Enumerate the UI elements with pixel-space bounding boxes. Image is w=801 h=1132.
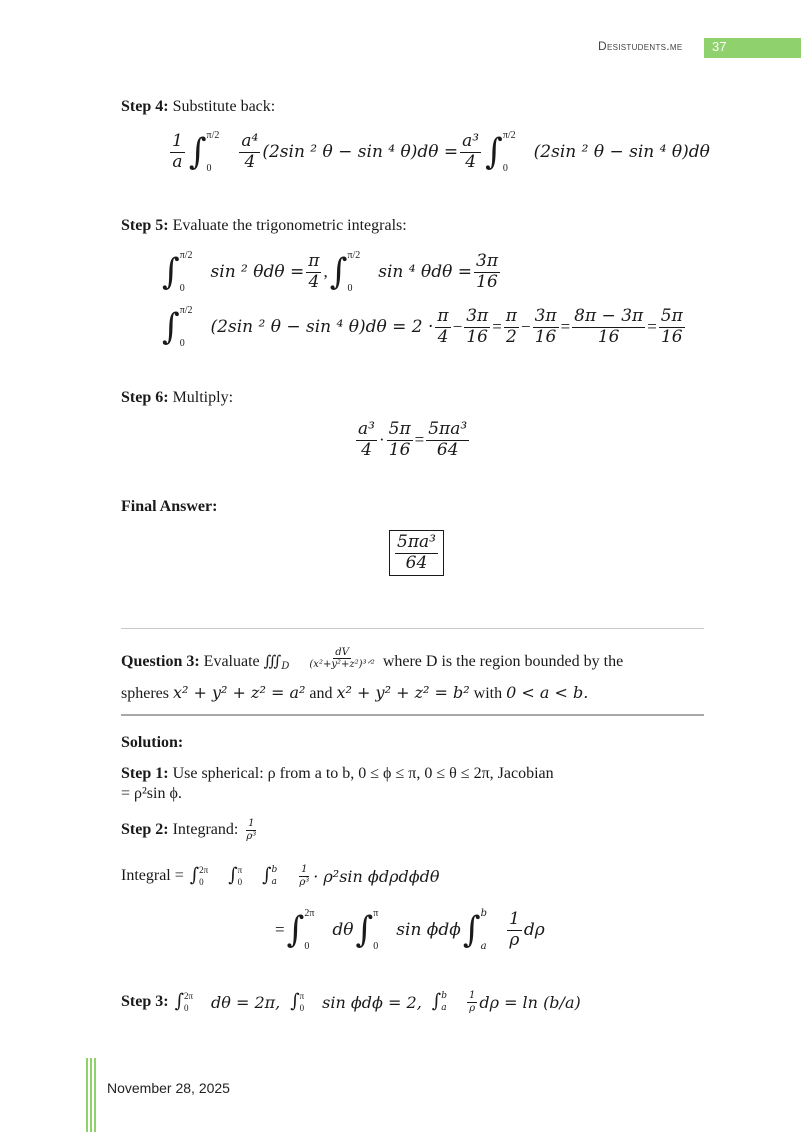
lower-limit: 0 bbox=[502, 163, 508, 174]
denominator: 16 bbox=[476, 271, 498, 292]
step4-heading bbox=[121, 98, 275, 116]
step-label: Step 6: bbox=[121, 389, 169, 406]
fraction bbox=[474, 252, 500, 292]
lower-limit: 0 bbox=[179, 283, 185, 294]
step4-equation bbox=[168, 130, 710, 174]
lower-limit: 0 bbox=[299, 1003, 305, 1013]
integral-sign: ∫ b a bbox=[431, 990, 447, 1013]
step-text: Evaluate the trigonometric integrals: bbox=[168, 217, 407, 234]
fraction bbox=[395, 533, 438, 573]
numerator: π bbox=[505, 305, 517, 326]
upper-limit: b bbox=[480, 908, 487, 919]
lower-limit: a bbox=[271, 877, 277, 887]
denominator: ρ bbox=[509, 929, 520, 950]
upper-limit: π/2 bbox=[179, 305, 193, 316]
expression: (2sin ² θ − sin ⁴ θ)dθ = 2 · bbox=[210, 317, 434, 337]
denominator: 64 bbox=[405, 552, 428, 573]
expression: sin ϕdϕ = 2, bbox=[322, 992, 422, 1012]
step3-line bbox=[121, 990, 581, 1014]
denominator: 16 bbox=[388, 439, 411, 460]
fraction bbox=[435, 307, 450, 347]
step6-heading bbox=[121, 389, 233, 407]
expression: (2sin ² θ − sin ⁴ θ)dθ = bbox=[262, 142, 459, 162]
numerator: 3π bbox=[476, 250, 498, 271]
final-answer-box bbox=[389, 530, 444, 576]
denominator: 16 bbox=[534, 326, 557, 347]
fraction bbox=[572, 307, 645, 347]
upper-limit: π bbox=[373, 908, 379, 919]
numerator: dV bbox=[335, 646, 349, 658]
upper-limit: 2π bbox=[183, 991, 193, 1001]
step-label: Step 1: bbox=[121, 765, 169, 782]
denominator: 16 bbox=[660, 326, 683, 347]
equals: = bbox=[560, 317, 571, 336]
question3-line2 bbox=[121, 683, 588, 703]
upper-limit: 2π bbox=[304, 908, 315, 919]
lower-limit: 0 bbox=[373, 941, 379, 952]
footer-accent-bar bbox=[90, 1058, 92, 1132]
upper-limit: 2π bbox=[199, 865, 209, 875]
expression: dρ = ln (b/a) bbox=[479, 992, 581, 1012]
expression: sin ϕdϕ bbox=[396, 920, 461, 940]
numerator: a³ bbox=[462, 130, 480, 151]
denominator: 64 bbox=[436, 439, 459, 460]
minus: − bbox=[520, 317, 531, 336]
integral-sign: ∫ π/2 0 bbox=[162, 250, 193, 294]
numerator: a³ bbox=[358, 419, 375, 439]
upper-limit: π/2 bbox=[206, 130, 220, 141]
step-text: Substitute back: bbox=[168, 98, 276, 115]
denominator: (x²+y²+z²)³ᐟ² bbox=[309, 659, 375, 670]
question-text: with bbox=[469, 685, 507, 702]
step5-equation-2 bbox=[160, 305, 687, 349]
denominator: 2 bbox=[505, 326, 517, 347]
numerator: 5πa³ bbox=[428, 419, 468, 439]
lower-limit: 0 bbox=[304, 941, 310, 952]
integral-sign: ∫ π/2 0 bbox=[188, 130, 220, 174]
footer-date: November 28, 2025 bbox=[107, 1080, 230, 1096]
integral-sign: ∫ π/2 0 bbox=[329, 250, 361, 294]
step2-line bbox=[121, 818, 260, 842]
denominator: ρ³ bbox=[299, 876, 310, 888]
denominator: 4 bbox=[308, 271, 320, 292]
expression: sin ² θdθ = bbox=[210, 262, 305, 282]
denominator: a bbox=[172, 151, 183, 172]
integral-sign: ∫ π 0 bbox=[290, 990, 305, 1013]
expression: dθ = 2π, bbox=[211, 992, 281, 1012]
upper-limit: b bbox=[271, 865, 278, 875]
upper-limit: b bbox=[441, 991, 447, 1001]
numerator: π bbox=[308, 250, 320, 271]
fraction bbox=[297, 864, 311, 888]
upper-limit: π/2 bbox=[502, 130, 516, 141]
fraction bbox=[467, 990, 477, 1014]
upper-limit: π/2 bbox=[179, 250, 193, 261]
expression: sin ⁴ θdθ = bbox=[378, 262, 472, 282]
numerator: 1 bbox=[172, 130, 183, 151]
integral-sign: ∫ 2π 0 bbox=[189, 864, 209, 887]
lower-limit: 0 bbox=[206, 163, 212, 174]
equals: = bbox=[492, 317, 502, 336]
page-number: 37 bbox=[712, 39, 727, 54]
integral-line2 bbox=[275, 908, 545, 952]
step-label: Step 4: bbox=[121, 98, 169, 115]
denominator: 16 bbox=[597, 326, 620, 347]
step-label: Step 2: bbox=[121, 821, 169, 838]
integral-sign: ∫ b a bbox=[262, 864, 278, 887]
expression: (2sin ² θ − sin ⁴ θ)dθ bbox=[533, 142, 710, 162]
math-expression: x² + y² + z² = a² bbox=[172, 683, 306, 702]
step-label: Step 3: bbox=[121, 993, 169, 1010]
integral-sign: ∫ b a bbox=[462, 908, 487, 952]
lower-limit: a bbox=[480, 941, 487, 952]
upper-limit: π/2 bbox=[347, 250, 361, 261]
integral-sign: ∫ π 0 bbox=[355, 908, 379, 952]
lower-limit: 0 bbox=[347, 283, 353, 294]
denominator: ρ bbox=[469, 1002, 476, 1014]
numerator: 1 bbox=[508, 908, 520, 929]
numerator: 5πa³ bbox=[397, 532, 436, 552]
denominator: ρ³ bbox=[246, 830, 257, 842]
numerator: 1 bbox=[301, 864, 308, 875]
numerator: 1 bbox=[248, 818, 255, 829]
question3-line1 bbox=[121, 646, 624, 672]
integral-sign: ∫ 2π 0 bbox=[174, 990, 193, 1013]
divider bbox=[121, 628, 704, 629]
lower-limit: 0 bbox=[199, 877, 204, 887]
integral-sign: ∫ 2π 0 bbox=[286, 908, 315, 952]
numerator: 3π bbox=[466, 305, 489, 326]
integral-line1 bbox=[121, 864, 440, 888]
denominator: 4 bbox=[361, 439, 372, 460]
step-text: Multiply: bbox=[168, 389, 234, 406]
fraction bbox=[307, 647, 376, 671]
step-text: Use spherical: ρ from a to b, 0 ≤ ϕ ≤ π, 0 ≤ θ ≤ 2π, Jacobian bbox=[168, 765, 554, 782]
fraction bbox=[244, 818, 258, 842]
numerator: 1 bbox=[468, 990, 476, 1001]
denominator: 4 bbox=[244, 151, 256, 172]
divider bbox=[121, 714, 704, 716]
question-text: Evaluate bbox=[199, 652, 264, 670]
fraction bbox=[387, 420, 413, 460]
fraction bbox=[507, 910, 522, 950]
numerator: 3π bbox=[534, 305, 557, 326]
fraction bbox=[533, 307, 559, 347]
final-answer-heading: Final Answer: bbox=[121, 498, 218, 515]
fraction bbox=[239, 132, 260, 172]
lower-limit: 0 bbox=[237, 877, 243, 887]
denominator: 16 bbox=[466, 326, 488, 347]
solution-heading: Solution: bbox=[121, 734, 184, 751]
integral-sign: ∫ π/2 0 bbox=[162, 305, 193, 349]
expression: dρ bbox=[523, 920, 545, 940]
expression: · ρ²sin ϕdρdϕdθ bbox=[313, 866, 440, 886]
fraction bbox=[306, 252, 321, 292]
fraction bbox=[504, 307, 519, 347]
question-label: Question 3: bbox=[121, 652, 200, 670]
question-text: and bbox=[305, 685, 337, 702]
equals: = bbox=[275, 920, 285, 939]
fraction bbox=[426, 420, 469, 460]
upper-limit: π bbox=[299, 991, 305, 1001]
fraction bbox=[460, 132, 481, 172]
lower-limit: a bbox=[441, 1003, 447, 1013]
numerator: 5π bbox=[388, 419, 411, 439]
fraction bbox=[170, 132, 185, 172]
numerator: 5π bbox=[660, 305, 683, 326]
integral-sign: ∫ π/2 0 bbox=[485, 130, 516, 174]
math-expression: x² + y² + z² = b² bbox=[336, 683, 470, 702]
fraction bbox=[356, 420, 377, 460]
step-label: Step 5: bbox=[121, 217, 169, 234]
dot: · bbox=[378, 430, 385, 450]
step-text: Integrand: bbox=[168, 821, 243, 838]
triple-integral-sign: ∭ bbox=[263, 654, 282, 670]
footer-accent-bar bbox=[86, 1058, 88, 1132]
numerator: 8π − 3π bbox=[574, 305, 644, 326]
question-text: spheres bbox=[121, 685, 173, 702]
step1-line1 bbox=[121, 765, 554, 783]
step5-heading bbox=[121, 217, 407, 235]
denominator: 4 bbox=[437, 326, 449, 347]
site-name: Desistudents.me bbox=[598, 39, 683, 53]
step5-equation-1 bbox=[160, 250, 502, 294]
equals: = bbox=[647, 317, 657, 336]
numerator: a⁴ bbox=[241, 130, 259, 151]
integral-sign: ∫ π 0 bbox=[228, 864, 243, 887]
question-text: where D is the region bounded by the bbox=[378, 652, 624, 670]
numerator: π bbox=[437, 305, 449, 326]
comma: , bbox=[323, 262, 328, 281]
math-expression: 0 < a < b. bbox=[506, 683, 589, 702]
equals: = bbox=[414, 430, 425, 450]
upper-limit: π bbox=[237, 865, 243, 875]
region-subscript: D bbox=[281, 661, 290, 672]
expression: dθ bbox=[332, 920, 354, 940]
lower-limit: 0 bbox=[183, 1003, 189, 1013]
step1-line2: = ρ²sin ϕ. bbox=[121, 785, 182, 802]
denominator: 4 bbox=[465, 151, 477, 172]
fraction bbox=[659, 307, 685, 347]
fraction bbox=[464, 307, 490, 347]
minus: − bbox=[452, 317, 463, 336]
lower-limit: 0 bbox=[179, 338, 185, 349]
footer-accent-bar bbox=[94, 1058, 96, 1132]
integral-lead: Integral = bbox=[121, 867, 188, 884]
step6-equation bbox=[354, 420, 471, 460]
